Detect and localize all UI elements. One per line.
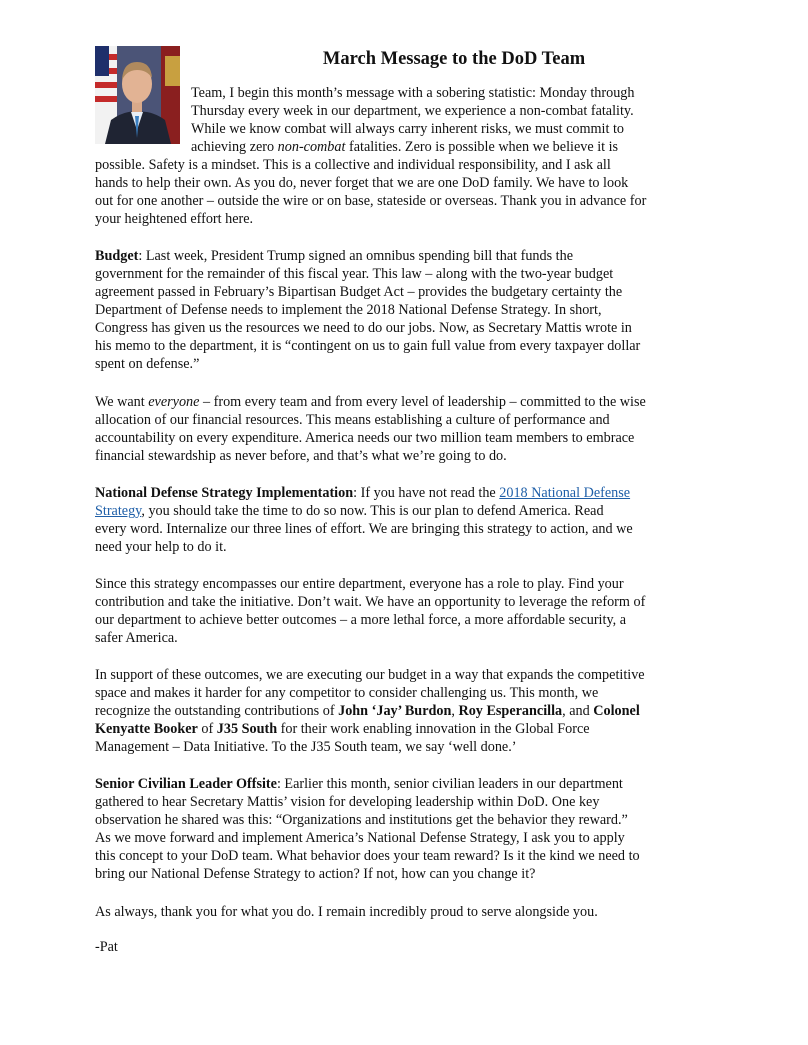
offsite-line-2: gathered to hear Secretary Mattis’ vision for developing leadership within DoD. One key	[95, 794, 600, 810]
support-line-3-start: recognize the outstanding contributions of	[95, 703, 339, 719]
support-line-3	[95, 702, 640, 720]
intro-line-4	[191, 138, 618, 156]
support-line-4-end: for their work enabling innovation in the Global Force	[277, 721, 590, 737]
budget-line-7: spent on defense.”	[95, 356, 200, 372]
nds-line-4: need your help to do it.	[95, 539, 227, 555]
recognized-colonel-title: Colonel	[593, 703, 640, 719]
portrait-photo	[95, 46, 180, 144]
offsite-line-4: As we move forward and implement America’s National Defense Strategy, I ask you to apply	[95, 830, 625, 846]
role-line-3: our department to achieve better outcomes – a more lethal force, a more affordable security, a	[95, 612, 627, 628]
intro-line-2: Thursday every week in our department, we experience a non-combat fatality.	[191, 103, 634, 119]
offsite-line-3: observation he shared was this: “Organizations and institutions get the behavior they reward.”	[95, 812, 628, 828]
everyone-emphasis: everyone	[148, 394, 200, 410]
intro-line-1: Team, I begin this month’s message with a sobering statistic: Monday through	[191, 85, 635, 101]
nds-link-part-1[interactable]: 2018 National Defense	[499, 485, 631, 501]
nds-link-part-2[interactable]: Strategy	[95, 503, 142, 519]
support-line-2: space and makes it harder for any competitor to consider challenging us. This month, we	[95, 685, 599, 701]
budget-heading: Budget	[95, 248, 139, 264]
everyone-line-1-end: – from every team and from every level of leadership – committed to the wise	[199, 394, 646, 410]
intro-non-combat-emphasis: non-combat	[277, 139, 346, 155]
support-and: , and	[562, 703, 594, 719]
role-line-4: safer America.	[95, 630, 178, 646]
offsite-line-1-text: : Earlier this month, senior civilian leaders in our department	[276, 776, 623, 792]
role-line-1: Since this strategy encompasses our entire department, everyone has a role to play. Find your	[95, 576, 624, 592]
nds-line-2	[95, 502, 604, 520]
signature: -Pat	[95, 939, 118, 955]
support-of: of	[197, 721, 217, 737]
offsite-line-6: bring our National Defense Strategy to action? If not, how can you change it?	[95, 866, 536, 882]
budget-line-6: his memo to the department, it is “contingent on us to gain full value from every taxpayer dollar	[95, 338, 641, 354]
budget-line-1-text: : Last week, President Trump signed an omnibus spending bill that funds the	[138, 248, 574, 264]
intro-line-8: your heightened effort here.	[95, 211, 254, 227]
closing-line: As always, thank you for what you do. I remain incredibly proud to serve alongside you.	[95, 904, 598, 920]
role-line-2: contribution and take the initiative. Don’t wait. We have an opportunity to leverage the reform of	[95, 594, 646, 610]
everyone-line-4: financial stewardship as never before, and that’s what we’re going to do.	[95, 448, 507, 464]
offsite-heading: Senior Civilian Leader Offsite	[95, 776, 277, 792]
intro-line-4-end: fatalities. Zero is possible when we believe it is	[345, 139, 619, 155]
intro-line-6: hands to help their own. As you do, never forget that we are one DoD family. We have to look	[95, 175, 629, 191]
budget-line-5: Congress has given us the resources we need to do our jobs. Now, as Secretary Mattis wrote in	[95, 320, 632, 336]
support-line-1: In support of these outcomes, we are executing our budget in a way that expands the competitive	[95, 667, 645, 683]
budget-line-3: agreement passed in February’s Bipartisan Budget Act – provides the budgetary certainty the	[95, 284, 623, 300]
nds-line-1-text: : If you have not read the	[353, 485, 500, 501]
recognized-jay-burdon: John ‘Jay’ Burdon	[338, 703, 452, 719]
page-title: March Message to the DoD Team	[322, 49, 586, 69]
support-comma: ,	[451, 703, 459, 719]
everyone-line-1-start: We want	[95, 394, 149, 410]
recognized-j35-south: J35 South	[216, 721, 278, 737]
everyone-line-2: allocation of our financial resources. This means establishing a culture of performance and	[95, 412, 610, 428]
offsite-line-5: this concept to your DoD team. What behavior does your team reward? Is it the kind we need to	[95, 848, 640, 864]
budget-line-4: Department of Defense needs to implement the 2018 National Defense Strategy. In short,	[95, 302, 602, 318]
intro-line-5: possible. Safety is a mindset. This is a collective and individual responsibility, and I ask all	[95, 157, 611, 173]
nds-line-3: every word. Internalize our three lines of effort. We are bringing this strategy to action, and we	[95, 521, 633, 537]
intro-line-3: While we know combat will always carry inherent risks, we must commit to	[191, 121, 625, 137]
nds-line-2-text: , you should take the time to do so now. This is our plan to defend America. Read	[141, 503, 604, 519]
nds-heading: National Defense Strategy Implementation	[95, 485, 354, 501]
offsite-line-1	[95, 775, 623, 793]
intro-line-4-start: achieving zero	[191, 139, 278, 155]
nds-line-1	[95, 484, 630, 502]
support-line-4	[95, 720, 590, 738]
budget-line-2: government for the remainder of this fiscal year. This law – along with the two-year budget	[95, 266, 614, 282]
portrait-image	[95, 46, 180, 144]
recognized-roy-esperancilla: Roy Esperancilla	[458, 703, 563, 719]
intro-line-7: out for one another – outside the wire or on base, stateside or overseas. Thank you in advance for	[95, 193, 647, 209]
everyone-line-3: accountability on every expenditure. America needs our two million team members to embrace	[95, 430, 635, 446]
budget-line-1	[95, 247, 573, 265]
everyone-line-1	[95, 393, 646, 411]
support-line-5: Management – Data Initiative. To the J35 South team, we say ‘well done.’	[95, 739, 517, 755]
recognized-kenyatte-booker: Kenyatte Booker	[95, 721, 198, 737]
